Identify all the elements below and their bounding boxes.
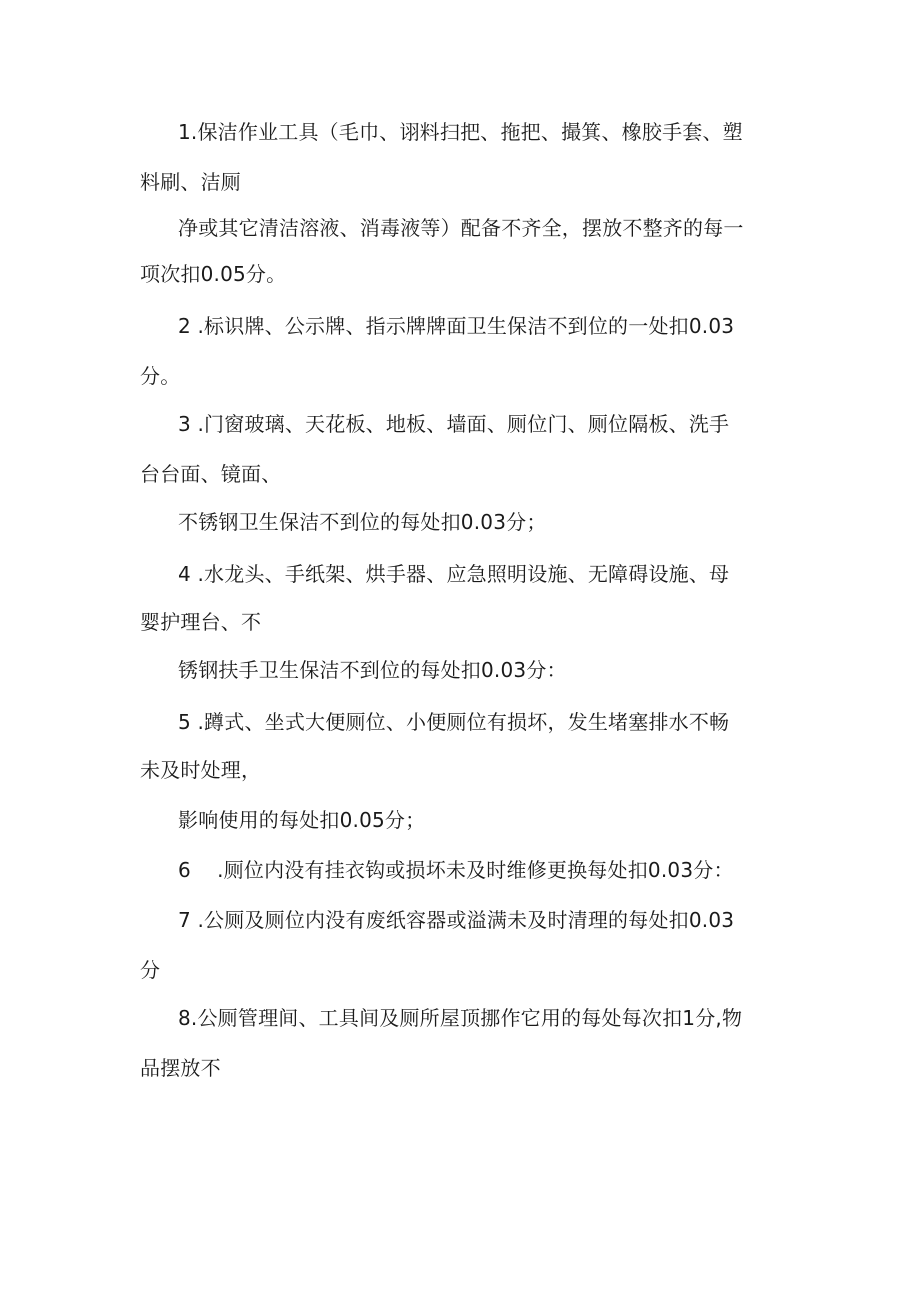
item-1-line-4: 项次扣0.05分。 — [140, 262, 287, 286]
item-2-line-2: 分。 — [140, 364, 181, 388]
item-5-line-3: 影响使用的每处扣0.05分； — [178, 808, 426, 832]
item-4-line-3: 锈钢扶手卫生保洁不到位的每处扣0.03分： — [178, 658, 567, 682]
item-8-line-2: 品摆放不 — [140, 1056, 221, 1080]
item-5-line-1: 5 .蹲式、坐式大便厕位、小便厕位有损坏，发生堵塞排水不畅 — [178, 710, 730, 734]
item-2-line-1: 2 .标识牌、公示牌、指示牌牌面卫生保洁不到位的一处扣0.03 — [178, 314, 735, 338]
item-8-line-1: 8.公厕管理间、工具间及厕所屋顶挪作它用的每处每次扣1分,物 — [178, 1006, 743, 1030]
item-4-line-1: 4 .水龙头、手纸架、烘手器、应急照明设施、无障碍设施、母 — [178, 562, 730, 586]
item-7-line-1: 7 .公厕及厕位内没有废纸容器或溢满未及时清理的每处扣0.03 — [178, 908, 735, 932]
item-3-line-3: 不锈钢卫生保洁不到位的每处扣0.03分； — [178, 510, 547, 534]
item-4-line-2: 婴护理台、不 — [140, 610, 262, 634]
item-1-line-3: 净或其它清洁溶液、消毒液等）配备不齐全，摆放不整齐的每一 — [178, 216, 744, 240]
item-6-line-1: 6 .厕位内没有挂衣钩或损坏未及时维修更换每处扣0.03分： — [178, 858, 734, 882]
item-5-line-2: 未及时处理， — [140, 758, 262, 782]
item-3-line-2: 台台面、镜面、 — [140, 462, 282, 486]
item-1-line-1: 1.保洁作业工具（毛巾、诩料扫把、拖把、撮箕、橡胶手套、塑 — [178, 120, 743, 144]
item-1-line-2: 料刷、洁厕 — [140, 170, 241, 194]
item-7-line-2: 分 — [140, 958, 161, 982]
item-3-line-1: 3 .门窗玻璃、天花板、地板、墙面、厕位门、厕位隔板、洗手 — [178, 412, 730, 436]
